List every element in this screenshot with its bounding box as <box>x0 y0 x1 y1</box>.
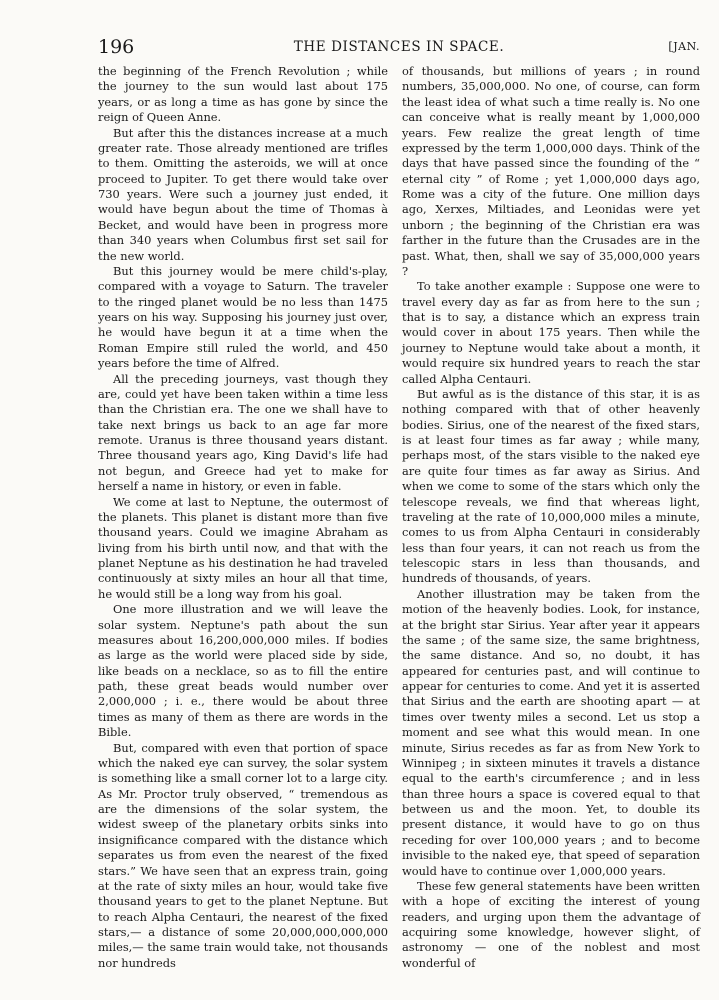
paragraph: But after this the distances increase at a much greater rate. Those already mentioned are trifles to them. Omitting the asteroids, we will at once proceed to Jupiter. To get there would take over 730 years. Were such a journey just ended, it would have begun about the time of Thomas à Becket, and would have been in progress more than 340 years when Columbus first set sail for the new world. <box>98 125 388 263</box>
paragraph: These few general statements have been written with a hope of exciting the interest of young readers, and urging upon them the advantage of acquiring some knowledge, however slight, of astronomy — one of the noblest and most wonderful of <box>402 878 700 970</box>
paragraph: But this journey would be mere child's-play, compared with a voyage to Saturn. The traveler to the ringed planet would be no less than 1475 years on his way. Supposing his journey just over, he would have begun it at a time when the Roman Empire still ruled the world, and 450 years before the time of Alfred. <box>98 263 388 371</box>
paragraph: of thousands, but millions of years ; in round numbers, 35,000,000. No one, of course, can form the least idea of what such a time really is. No one can conceive what is really meant by 1,000,000 years. Few realize the great length of time expressed by the term 1,000,000 days. Think of the days that have passed since the founding of the “ eternal city ” of Rome ; yet 1,000,000 days ago, Rome was a city of the future. One million days ago, Xerxes, Miltiades, and Leonidas were yet unborn ; the beginning of the Christian era was farther in the future than the Crusades are in the past. What, then, shall we say of 35,000,000 years ? <box>402 64 700 278</box>
paragraph: Another illustration may be taken from the motion of the heavenly bodies. Look, for instance, at the bright star Sirius. Year after year it appears the same ; of the same size, the same brightness, the same distance. And so, no doubt, it has appeared for centuries past, and will continue to appear for centuries to come. And yet it is asserted that Sirius and the earth are shooting apart — at times over twenty miles a second. Let us stop a moment and see what this would mean. In one minute, Sirius recedes as far as from New York to Winnipeg ; in sixteen minutes it travels a distance equal to the earth's circumference ; and in less than three hours a space is covered equal to that between us and the moon. Yet, to double its present distance, it would have to go on thus receding for over 100,000 years ; and to become invisible to the naked eye, that speed of separation would have to continue over 1,000,000 years. <box>402 586 700 878</box>
month-label: [JAN. <box>668 40 700 53</box>
paragraph: We come at last to Neptune, the outermost of the planets. This planet is distant more than five thousand years. Could we imagine Abraham as living from his birth until now, and that with the planet Neptune as his destination he had traveled continuously at sixty miles an hour all that time, he would still be a long way from his goal. <box>98 494 388 601</box>
right-column <box>402 64 700 971</box>
paragraph: All the preceding journeys, vast though they are, could yet have been taken within a time less than the Christian era. The one we shall have to take next brings us back to an age far more remote. Uranus is three thousand years distant. Three thousand years ago, King David's life had not begun, and Greece had yet to make for herself a name in history, or even in fable. <box>98 371 388 494</box>
paragraph: But, compared with even that portion of space which the naked eye can survey, the solar system is something like a small corner lot to a large city. As Mr. Proctor truly observed, “ tremendous as are the dimensions of the solar system, the widest sweep of the planetary orbits sinks into insignificance compared with the distance which separates us from even the nearest of the fixed stars.” We have seen that an express train, going at the rate of sixty miles an hour, would take five thousand years to get to the planet Neptune. But to reach Alpha Centauri, the nearest of the fixed stars,— a distance of some 20,000,000,000,000 miles,— the same train would take, not thousands nor hundreds <box>98 740 388 970</box>
page-header <box>98 36 700 64</box>
left-column <box>98 64 388 971</box>
page-number: 196 <box>98 36 135 58</box>
paragraph: But awful as is the distance of this star, it is as nothing compared with that of other heavenly bodies. Sirius, one of the nearest of the fixed stars, is at least four times as far away ; while many, perhaps most, of the stars visible to the naked eye are quite four times as far away as Sirius. And when we come to some of the stars which only the telescope reveals, we find that whereas light, traveling at the rate of 10,000,000 miles a minute, comes to us from Alpha Centauri in considerably less than four years, it can not reach us from the telescopic stars in less than thousands, and hundreds of thousands, of years. <box>402 386 700 586</box>
paragraph: One more illustration and we will leave the solar system. Neptune's path about the sun measures about 16,200,000,000 miles. If bodies as large as the world were placed side by side, like beads on a necklace, so as to fill the entire path, these great beads would number over 2,000,000 ; i. e., there would be about three times as many of them as there are words in the Bible. <box>98 602 388 740</box>
running-title: THE DISTANCES IN SPACE. <box>293 39 505 55</box>
paragraph: the beginning of the French Revolution ; while the journey to the sun would last about 175 years, or as long a time as has gone by since the reign of Queen Anne. <box>98 64 388 125</box>
paragraph: To take another example : Suppose one were to travel every day as far as from here to the sun ; that is to say, a distance which an express train would cover in about 175 years. Then while the journey to Neptune would take about a month, it would require six hundred years to reach the star called Alpha Centauri. <box>402 279 700 386</box>
